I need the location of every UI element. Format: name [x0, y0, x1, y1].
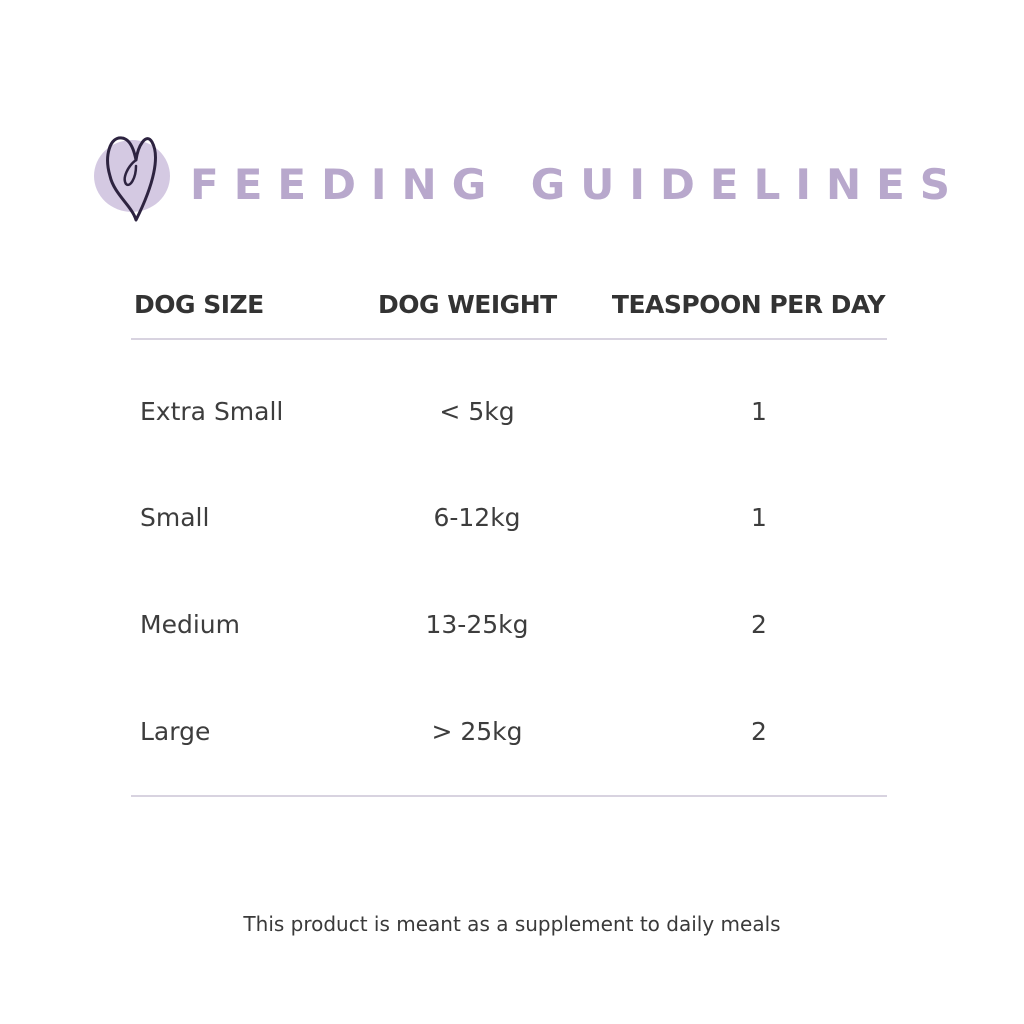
cell-dog-weight: 6-12kg	[433, 503, 521, 532]
cell-dog-weight: > 25kg	[431, 717, 523, 746]
table-row	[131, 392, 887, 432]
cell-teaspoons: 2	[751, 610, 767, 639]
cell-dog-weight: < 5kg	[439, 397, 515, 426]
feeding-table	[131, 284, 887, 797]
heart-icon	[92, 126, 174, 222]
header	[92, 126, 966, 222]
table-header	[131, 284, 887, 340]
page-title: FEEDING GUIDELINES	[190, 160, 966, 209]
cell-dog-size: Extra Small	[140, 397, 284, 426]
cell-dog-size: Large	[140, 717, 211, 746]
column-header-teaspoon-per-day: TEASPOON PER DAY	[611, 290, 885, 319]
cell-dog-size: Small	[140, 503, 210, 532]
cell-dog-weight: 13-25kg	[425, 610, 529, 639]
cell-teaspoons: 1	[751, 397, 767, 426]
cell-teaspoons: 1	[751, 503, 767, 532]
cell-teaspoons: 2	[751, 717, 767, 746]
cell-dog-size: Medium	[140, 610, 240, 639]
table-row	[131, 498, 887, 538]
table-row	[131, 712, 887, 752]
column-header-dog-size: DOG SIZE	[134, 290, 264, 319]
column-header-dog-weight: DOG WEIGHT	[378, 290, 557, 319]
footnote: This product is meant as a supplement to daily meals	[243, 912, 781, 936]
table-row	[131, 605, 887, 645]
table-body	[131, 340, 887, 797]
